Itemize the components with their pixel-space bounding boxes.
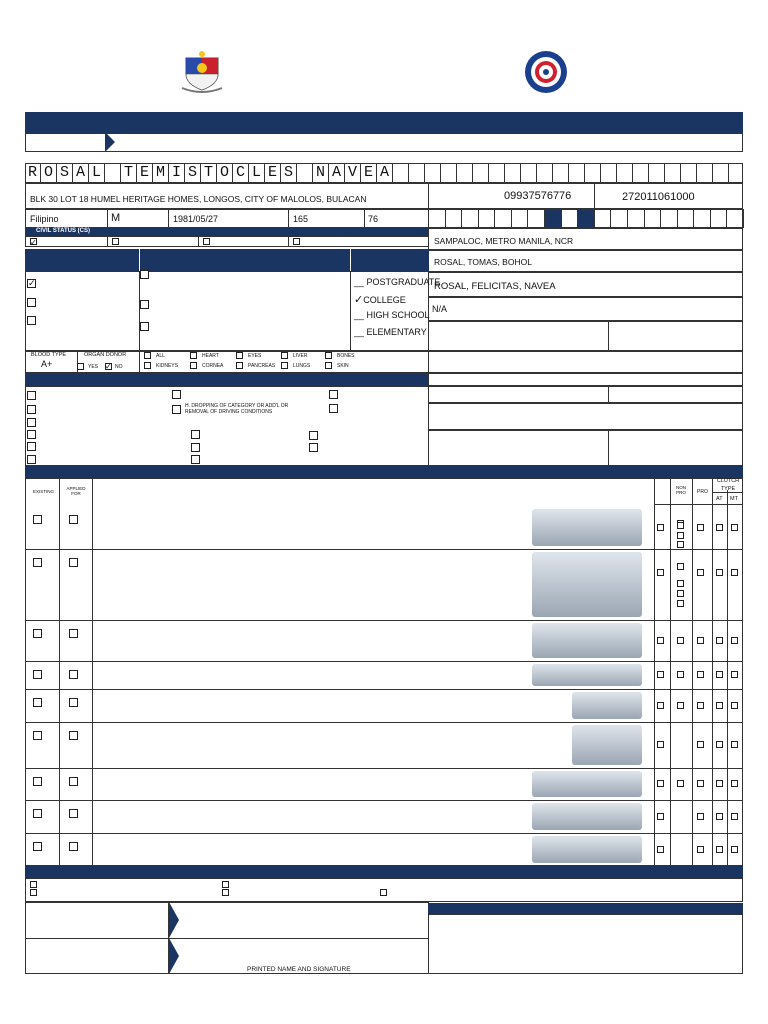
header-applied-for: APPLIED FOR	[66, 486, 86, 496]
row-divider	[25, 722, 743, 723]
vehicle-restriction-checkbox[interactable]	[677, 702, 684, 709]
name-letter-cell: O	[41, 164, 57, 182]
bottom-option-c-checkbox[interactable]	[222, 881, 229, 888]
father-name-value: ROSAL, TOMAS, BOHOL	[434, 257, 532, 267]
name-letter-cell	[425, 164, 441, 182]
height-value: 165	[293, 214, 309, 224]
row-divider	[25, 833, 743, 834]
id-digit-cell	[627, 209, 645, 228]
birthdate-value: 1981/05/27	[173, 214, 219, 224]
row-divider	[25, 661, 743, 662]
application-type-checkbox[interactable]	[27, 442, 36, 451]
cs-separated-checkbox[interactable]	[293, 238, 300, 245]
organ-pancreas-checkbox[interactable]	[236, 362, 243, 369]
id-digit-cell	[428, 209, 446, 228]
bottom-option-b-checkbox[interactable]	[30, 889, 37, 896]
arrow-icon	[106, 133, 115, 151]
header-clutch-type: CLUTCH TYPE	[716, 478, 740, 492]
vehicle-non-pro-checkbox[interactable]	[657, 524, 664, 531]
header-existing: EXISTING	[33, 489, 55, 494]
organ-bones-checkbox[interactable]	[325, 352, 332, 359]
vehicle-existing-checkbox[interactable]	[33, 809, 42, 818]
organ-eyes-checkbox[interactable]	[236, 352, 243, 359]
vehicle-at-checkbox[interactable]	[716, 524, 723, 531]
vehicle-restriction-checkbox[interactable]	[677, 532, 684, 539]
articulated-truck-icon	[532, 836, 642, 863]
application-type-checkbox[interactable]	[191, 455, 200, 464]
light-truck-icon	[572, 692, 642, 719]
vehicle-applied-for-checkbox[interactable]	[69, 731, 78, 740]
header-at: AT	[716, 496, 723, 502]
vehicle-non-pro-checkbox[interactable]	[657, 741, 664, 748]
vehicle-applied-for-checkbox[interactable]	[69, 629, 78, 638]
vehicle-pro-checkbox[interactable]	[697, 846, 704, 853]
jeepney-van-icon	[532, 664, 642, 686]
name-letter-cell: S	[281, 164, 297, 182]
name-letter-cell	[681, 164, 697, 182]
application-type-checkbox[interactable]	[27, 430, 36, 439]
vehicle-at-checkbox[interactable]	[716, 637, 723, 644]
id-digit-cell	[693, 209, 711, 228]
vehicle-pro-checkbox[interactable]	[697, 813, 704, 820]
vehicle-restriction-checkbox[interactable]	[677, 590, 684, 597]
organ-donor-label: ORGAN DONOR	[84, 352, 127, 358]
name-letter-cell: I	[169, 164, 185, 182]
organ-all-checkbox[interactable]	[144, 352, 151, 359]
organ-bones-label: BONES	[337, 353, 355, 359]
vehicle-at-checkbox[interactable]	[716, 780, 723, 787]
name-letter-cell	[297, 164, 313, 182]
application-type-checkbox[interactable]	[27, 391, 36, 400]
vehicle-mt-checkbox[interactable]	[731, 569, 738, 576]
option-d-checkbox[interactable]	[140, 270, 149, 279]
organ-cornea-checkbox[interactable]	[190, 362, 197, 369]
organ-cornea-label: CORNEA	[202, 363, 224, 369]
edu-high-school[interactable]: __ HIGH SCHOOL	[354, 310, 430, 320]
vehicle-non-pro-checkbox[interactable]	[657, 846, 664, 853]
name-letter-cell: L	[249, 164, 265, 182]
header-bar	[25, 112, 743, 133]
vehicle-at-checkbox[interactable]	[716, 671, 723, 678]
name-letter-cell	[601, 164, 617, 182]
name-letter-cell	[473, 164, 489, 182]
vehicle-existing-checkbox[interactable]	[33, 558, 42, 567]
organ-no-label: NO	[115, 364, 123, 370]
vehicle-non-pro-checkbox[interactable]	[657, 569, 664, 576]
option-c-checkbox[interactable]	[27, 316, 36, 325]
id-digit-cell	[677, 209, 695, 228]
checkmark-icon: ✓	[28, 278, 36, 288]
name-letter-cell: T	[201, 164, 217, 182]
id-digit-cell	[461, 209, 479, 228]
name-letter-cell	[553, 164, 569, 182]
name-letter-cell	[633, 164, 649, 182]
header-mt: MT	[730, 496, 738, 502]
vehicle-pro-checkbox[interactable]	[697, 671, 704, 678]
vehicle-applied-for-checkbox[interactable]	[69, 515, 78, 524]
organ-skin-checkbox[interactable]	[325, 362, 332, 369]
philippine-seal-icon	[178, 48, 226, 94]
application-type-checkbox[interactable]	[172, 390, 181, 399]
name-letter-cell	[441, 164, 457, 182]
organ-kidneys-label: KIDNEYS	[156, 363, 178, 369]
organ-yes-checkbox[interactable]	[77, 363, 84, 370]
application-type-checkbox[interactable]	[309, 431, 318, 440]
vehicle-restriction-checkbox[interactable]	[677, 780, 684, 787]
application-note-2: REMOVAL OF DRIVING CONDITIONS	[185, 409, 273, 415]
vehicle-applied-for-checkbox[interactable]	[69, 809, 78, 818]
edu-elementary[interactable]: __ ELEMENTARY	[354, 327, 427, 337]
name-letter-cell: S	[185, 164, 201, 182]
vehicle-restriction-checkbox[interactable]	[677, 563, 684, 570]
name-letter-cell: O	[217, 164, 233, 182]
name-letter-cell	[505, 164, 521, 182]
edu-college[interactable]: ✓COLLEGE	[354, 294, 406, 306]
vehicle-at-checkbox[interactable]	[716, 741, 723, 748]
name-letter-cell: A	[73, 164, 89, 182]
row-divider	[25, 549, 743, 550]
name-letter-cell	[585, 164, 601, 182]
cs-widowed-checkbox[interactable]	[203, 238, 210, 245]
row-divider	[25, 620, 743, 621]
vehicle-restriction-checkbox[interactable]	[677, 522, 684, 529]
arrow-icon	[169, 902, 179, 938]
edu-postgraduate[interactable]: __ POSTGRADUATE	[354, 277, 441, 287]
row-divider	[25, 689, 743, 690]
civil-status-label: CIVIL STATUS (CS)	[36, 228, 90, 234]
name-letter-cell: E	[137, 164, 153, 182]
id-digit-cell	[710, 209, 728, 228]
vehicle-pro-checkbox[interactable]	[697, 569, 704, 576]
vehicle-existing-checkbox[interactable]	[33, 629, 42, 638]
contact-number-value: 09937576776	[504, 190, 572, 202]
name-letter-cell: A	[377, 164, 393, 182]
name-letter-cell	[393, 164, 409, 182]
car-trailer-icon	[532, 803, 642, 830]
id-digit-cell	[726, 209, 744, 228]
vehicle-existing-checkbox[interactable]	[33, 731, 42, 740]
name-letter-cell	[697, 164, 713, 182]
organ-eyes-label: EYES	[248, 353, 262, 359]
vehicle-non-pro-checkbox[interactable]	[657, 702, 664, 709]
organ-skin-label: SKIN	[337, 363, 349, 369]
vehicle-mt-checkbox[interactable]	[731, 846, 738, 853]
tin-value: 272011061000	[622, 191, 695, 203]
application-type-checkbox[interactable]	[172, 405, 181, 414]
organ-all-label: ALL	[156, 353, 165, 359]
organ-heart-label: HEART	[202, 353, 219, 359]
signature-label: PRINTED NAME AND SIGNATURE	[247, 966, 351, 973]
name-letter-cell	[729, 164, 743, 182]
id-digit-cell	[594, 209, 612, 228]
name-letter-cell	[489, 164, 505, 182]
checkmark-icon: ✓	[105, 362, 112, 371]
motorcycle-icon	[532, 509, 642, 546]
organ-yes-label: YES	[88, 364, 99, 370]
name-letter-cell: E	[361, 164, 377, 182]
arrow-icon	[169, 938, 179, 974]
vehicle-mt-checkbox[interactable]	[731, 741, 738, 748]
bus-icon	[532, 771, 642, 797]
vehicle-at-checkbox[interactable]	[716, 813, 723, 820]
vehicle-mt-checkbox[interactable]	[731, 524, 738, 531]
vehicle-pro-checkbox[interactable]	[697, 637, 704, 644]
vehicle-non-pro-checkbox[interactable]	[657, 671, 664, 678]
name-letter-cell	[617, 164, 633, 182]
application-type-checkbox[interactable]	[329, 390, 338, 399]
id-digit-cell	[527, 209, 545, 228]
header-non-pro: NON PRO	[676, 485, 686, 495]
application-note-1: H. DROPPING OF CATEGORY OR ADD'L OR	[185, 403, 289, 409]
address-value: BLK 30 LOT 18 HUMEL HERITAGE HOMES, LONGOS, CITY OF MALOLOS, BULACAN	[30, 194, 367, 204]
tricycle-car-truck-icon	[532, 552, 642, 617]
vehicle-mt-checkbox[interactable]	[731, 637, 738, 644]
vehicle-mt-checkbox[interactable]	[731, 702, 738, 709]
name-letter-cell: M	[153, 164, 169, 182]
name-letter-cell	[569, 164, 585, 182]
vehicle-non-pro-checkbox[interactable]	[657, 813, 664, 820]
option-f-checkbox[interactable]	[140, 322, 149, 331]
sex-value: M	[111, 212, 121, 224]
vehicle-existing-checkbox[interactable]	[33, 842, 42, 851]
organ-kidneys-checkbox[interactable]	[144, 362, 151, 369]
vehicle-mt-checkbox[interactable]	[731, 813, 738, 820]
spouse-name-value: N/A	[432, 304, 448, 314]
organ-lungs-checkbox[interactable]	[281, 362, 288, 369]
name-letter-cell: L	[89, 164, 105, 182]
id-digit-cell	[511, 209, 529, 228]
vehicle-mt-checkbox[interactable]	[731, 671, 738, 678]
name-letter-cell	[537, 164, 553, 182]
vehicle-applied-for-checkbox[interactable]	[69, 698, 78, 707]
application-type-checkbox[interactable]	[27, 418, 36, 427]
vehicle-restriction-checkbox[interactable]	[677, 541, 684, 548]
vehicle-restriction-checkbox[interactable]	[677, 637, 684, 644]
vehicle-pro-checkbox[interactable]	[697, 780, 704, 787]
name-letter-cell: A	[329, 164, 345, 182]
section-bar-2	[25, 249, 429, 271]
organ-liver-label: LIVER	[293, 353, 308, 359]
name-letter-cell: S	[57, 164, 73, 182]
vehicle-at-checkbox[interactable]	[716, 702, 723, 709]
blood-type-value: A+	[41, 359, 53, 369]
name-letter-cell: V	[345, 164, 361, 182]
spouse-row	[428, 297, 743, 321]
bottom-option-e-checkbox[interactable]	[380, 889, 387, 896]
vehicle-existing-checkbox[interactable]	[33, 777, 42, 786]
application-type-checkbox[interactable]	[309, 443, 318, 452]
nationality-value: Filipino	[30, 214, 59, 224]
id-digit-cell	[544, 209, 562, 228]
name-letter-cell: E	[265, 164, 281, 182]
vehicle-pro-checkbox[interactable]	[697, 524, 704, 531]
checkmark-icon: ✓	[30, 238, 37, 247]
cs-married-checkbox[interactable]	[112, 238, 119, 245]
vehicle-existing-checkbox[interactable]	[33, 515, 42, 524]
id-digit-cell	[610, 209, 628, 228]
section-bar-4	[25, 466, 743, 478]
vehicle-mt-checkbox[interactable]	[731, 780, 738, 787]
id-digit-cell	[478, 209, 496, 228]
application-type-checkbox[interactable]	[191, 443, 200, 452]
vehicle-existing-checkbox[interactable]	[33, 698, 42, 707]
row-divider	[25, 768, 743, 769]
organ-lungs-label: LUNGS	[293, 363, 311, 369]
organ-heart-checkbox[interactable]	[190, 352, 197, 359]
vehicle-applied-for-checkbox[interactable]	[69, 777, 78, 786]
car-suv-icon	[532, 623, 642, 658]
vehicle-non-pro-checkbox[interactable]	[657, 780, 664, 787]
id-digit-cell	[660, 209, 678, 228]
name-letter-cell: R	[25, 164, 41, 182]
vehicle-at-checkbox[interactable]	[716, 846, 723, 853]
application-type-checkbox[interactable]	[191, 430, 200, 439]
bottom-option-d-checkbox[interactable]	[222, 889, 229, 896]
name-letter-cell	[713, 164, 729, 182]
birthplace-value: SAMPALOC, METRO MANILA, NCR	[434, 236, 574, 246]
vehicle-at-checkbox[interactable]	[716, 569, 723, 576]
mother-name-value: ROSAL, FELICITAS, NAVEA	[434, 281, 556, 292]
name-letter-cell: C	[233, 164, 249, 182]
id-digit-cell	[445, 209, 463, 228]
vehicle-restriction-checkbox[interactable]	[677, 600, 684, 607]
vehicle-restriction-checkbox[interactable]	[677, 580, 684, 587]
weight-value: 76	[368, 214, 379, 224]
blood-type-label: BLOOD TYPE	[31, 352, 67, 358]
section-bar-5	[25, 866, 743, 878]
name-letter-cell	[457, 164, 473, 182]
section-bar-3	[25, 373, 429, 386]
application-id-row	[25, 133, 743, 152]
id-digit-cell	[577, 209, 595, 228]
name-letter-cell: N	[313, 164, 329, 182]
name-letter-cell	[409, 164, 425, 182]
name-letter-cell	[105, 164, 121, 182]
application-type-checkbox[interactable]	[329, 404, 338, 413]
vehicle-applied-for-checkbox[interactable]	[69, 558, 78, 567]
vehicle-non-pro-checkbox[interactable]	[657, 637, 664, 644]
organ-pancreas-label: PANCREAS	[248, 363, 276, 369]
application-type-checkbox[interactable]	[27, 405, 36, 414]
name-letter-cell	[665, 164, 681, 182]
name-letter-cell	[521, 164, 537, 182]
vehicle-pro-checkbox[interactable]	[697, 741, 704, 748]
vehicle-pro-checkbox[interactable]	[697, 702, 704, 709]
heavy-truck-icon	[572, 725, 642, 765]
vehicle-applied-for-checkbox[interactable]	[69, 842, 78, 851]
section-bar-6	[428, 903, 743, 914]
option-e-checkbox[interactable]	[140, 300, 149, 309]
vehicle-applied-for-checkbox[interactable]	[69, 670, 78, 679]
header-pro: PRO	[697, 489, 708, 495]
row-divider	[25, 800, 743, 801]
id-digit-cell	[561, 209, 579, 228]
name-letter-cell: T	[121, 164, 137, 182]
application-type-checkbox[interactable]	[27, 455, 36, 464]
bottom-option-a-checkbox[interactable]	[30, 881, 37, 888]
name-letter-cell	[649, 164, 665, 182]
option-b-checkbox[interactable]	[27, 298, 36, 307]
id-digit-cell	[644, 209, 662, 228]
vehicle-restriction-checkbox[interactable]	[677, 671, 684, 678]
vehicle-existing-checkbox[interactable]	[33, 670, 42, 679]
lto-seal-icon	[524, 50, 568, 94]
id-digit-cell	[494, 209, 512, 228]
organ-liver-checkbox[interactable]	[281, 352, 288, 359]
